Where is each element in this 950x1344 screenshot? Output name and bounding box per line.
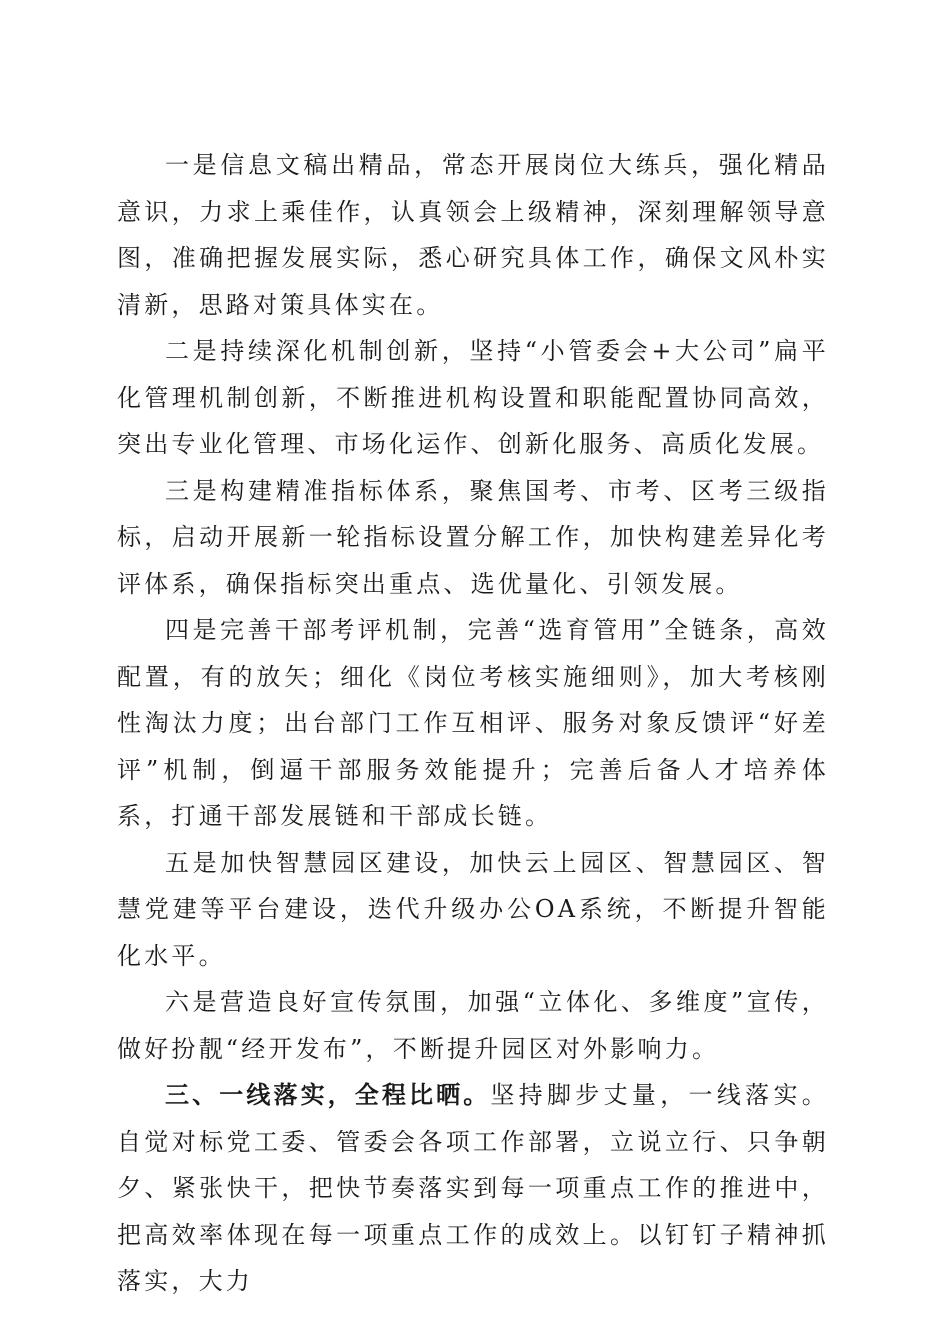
section-3-heading: 三、一线落实，全程比晒。 bbox=[165, 1081, 491, 1109]
section-3-text: 坚持脚步丈量，一线落实。自觉对标党工委、管委会各项工作部署，立说立行、只争朝夕、紧张快干，把快节奏落实到每一项重点工作的推进中，把高效率体现在每一项重点工作的成效上。以钉钉子精神抓落实，大力 bbox=[117, 1081, 829, 1295]
paragraph-2: 二是持续深化机制创新，坚持“小管委会+大公司”扁平化管理机制创新，不断推进机构设置和职能配置协同高效，突出专业化管理、市场化运作、创新化服务、高质化发展。 bbox=[117, 337, 829, 458]
section-3-paragraph bbox=[117, 1072, 829, 1305]
paragraph-1: 一是信息文稿出精品，常态开展岗位大练兵，强化精品意识，力求上乘佳作，认真领会上级精神，深刻理解领导意图，准确把握发展实际，悉心研究具体工作，确保文风朴实清新，思路对策具体实在。 bbox=[117, 151, 829, 319]
document-body bbox=[117, 142, 829, 1305]
paragraph-6: 六是营造良好宣传氛围，加强“立体化、多维度”宣传，做好扮靓“经开发布”，不断提升园区对外影响力。 bbox=[117, 988, 829, 1063]
paragraph-3: 三是构建精准指标体系，聚焦国考、市考、区考三级指标，启动开展新一轮指标设置分解工作，加快构建差异化考评体系，确保指标突出重点、选优量化、引领发展。 bbox=[117, 476, 829, 598]
paragraph-5: 五是加快智慧园区建设，加快云上园区、智慧园区、智慧党建等平台建设，迭代升级办公OA系统，不断提升智能化水平。 bbox=[117, 848, 829, 970]
paragraph-4: 四是完善干部考评机制，完善“选育管用”全链条，高效配置，有的放矢；细化《岗位考核实施细则》，加大考核刚性淘汰力度；出台部门工作互相评、服务对象反馈评“好差评”机制，倒逼干部服务效能提升；完善后备人才培养体系，打通干部发展链和干部成长链。 bbox=[117, 616, 829, 830]
